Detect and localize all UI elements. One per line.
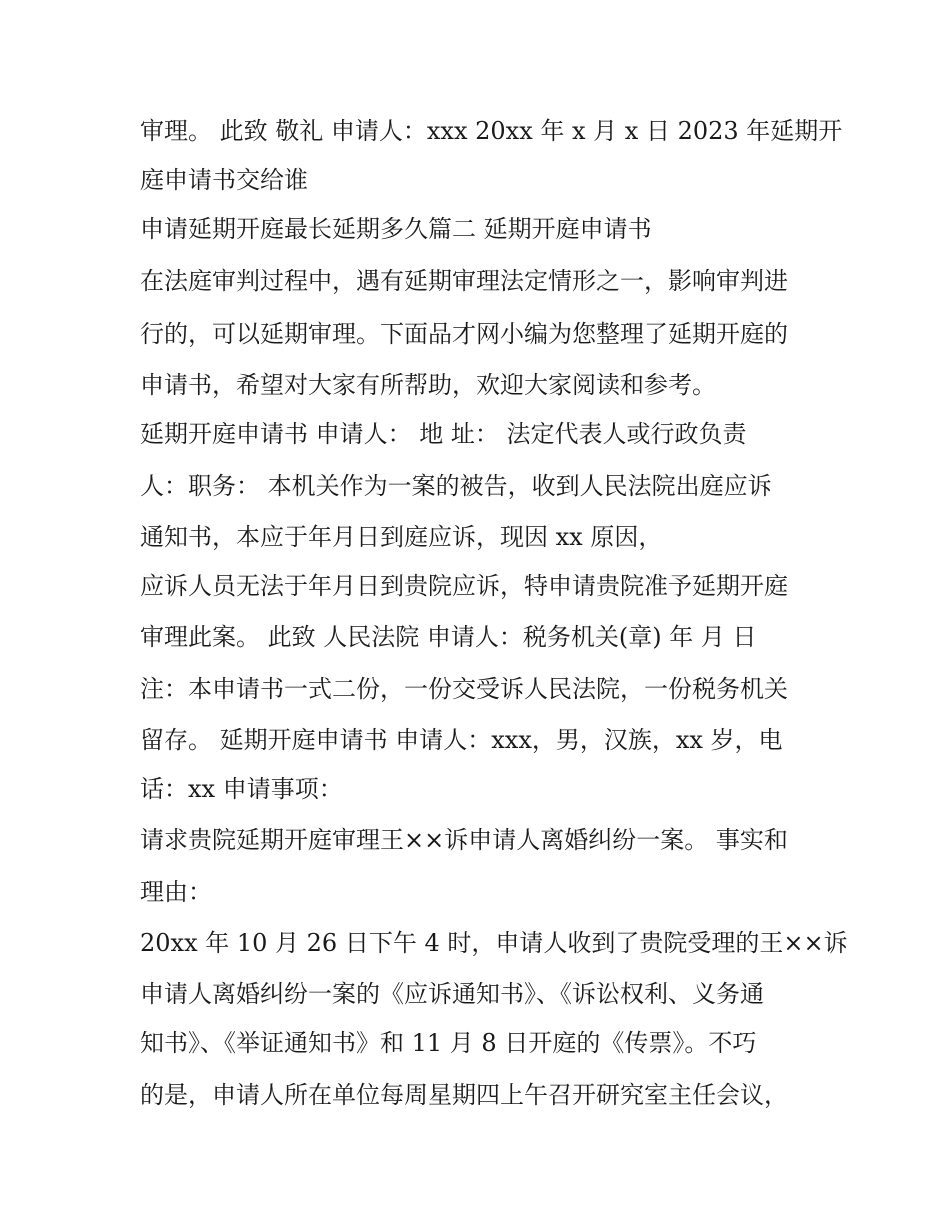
text-line: 注：本申请书一式二份，一份交受诉人民法院，一份税务机关 [140,675,788,703]
text-line: 请求贵院延期开庭审理王××诉申请人离婚纠纷一案。 事实和 [140,826,788,854]
text-line: 在法庭审判过程中，遇有延期审理法定情形之一，影响审判进 [140,267,788,295]
text-line: 审理。 此致 敬礼 申请人：xxx 20xx 年 x 月 x 日 2023 年延期开 [140,117,843,145]
text-line: 申请书，希望对大家有所帮助，欢迎大家阅读和参考。 [140,371,716,399]
text-line: 申请延期开庭最长延期多久篇二 延期开庭申请书 [140,215,652,243]
text-line: 申请人离婚纠纷一案的《应诉通知书》、《诉讼权利、义务通 [140,980,764,1008]
text-line: 人：职务： 本机关作为一案的被告，收到人民法院出庭应诉 [140,472,772,500]
text-line: 行的，可以延期审理。下面品才网小编为您整理了延期开庭的 [140,320,788,348]
text-line: 知书》、《举证通知书》和 11 月 8 日开庭的《传票》。不巧 [140,1029,757,1057]
text-line: 应诉人员无法于年月日到贵院应诉，特申请贵院准予延期开庭 [140,572,788,600]
text-line: 话：xx 申请事项： [140,775,343,803]
text-line: 20xx 年 10 月 26 日下午 4 时，申请人收到了贵院受理的王××诉 [140,929,848,957]
text-line: 审理此案。 此致 人民法院 申请人：税务机关(章) 年 月 日 [140,623,757,651]
text-line: 延期开庭申请书 申请人： 地 址： 法定代表人或行政负责 [140,420,747,448]
text-line: 理由： [140,878,212,906]
text-line: 通知书，本应于年月日到庭应诉，现因 xx 原因， [140,523,663,551]
text-line: 留存。 延期开庭申请书 申请人：xxx，男，汉族，xx 岁，电 [140,726,783,754]
text-line: 庭申请书交给谁 [140,166,308,194]
text-line: 的是，申请人所在单位每周星期四上午召开研究室主任会议， [140,1081,788,1109]
